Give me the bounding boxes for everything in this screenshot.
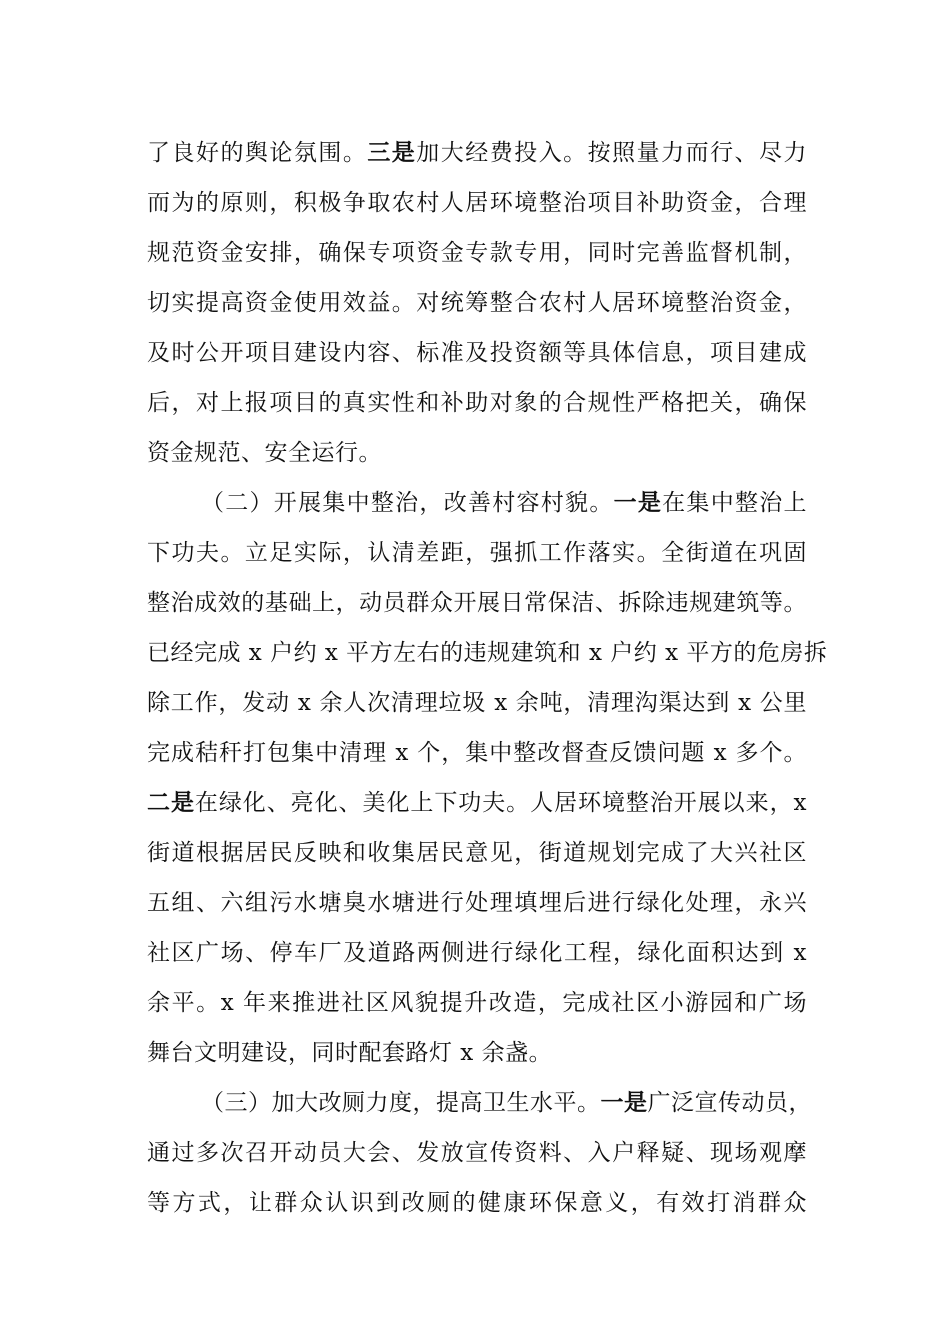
line-text: （三）加大改厕力度，提高卫生水平。: [201, 1090, 601, 1116]
document-line: [147, 878, 807, 928]
document-line: [147, 228, 807, 278]
line-text: 五组、六组污水塘臭水塘进行处理填埋后进行绿化处理，永兴: [147, 890, 807, 916]
line-text: 后，对上报项目的真实性和补助对象的合规性严格把关，确保: [147, 390, 807, 416]
document-line: [147, 1028, 807, 1078]
document-line: [147, 728, 807, 778]
document-line: [147, 978, 807, 1028]
document-line: [147, 428, 807, 478]
line-text: 余平。x 年来推进社区风貌提升改造，完成社区小游园和广场: [147, 990, 807, 1016]
line-text: 资金规范、安全运行。: [147, 440, 382, 466]
emphasis-label: 一是: [600, 1089, 648, 1116]
line-text: 已经完成 x 户约 x 平方左右的违规建筑和 x 户约 x 平方的危房拆: [147, 640, 828, 666]
document-line: [147, 378, 807, 428]
line-text: 及时公开项目建设内容、标准及投资额等具体信息，项目建成: [147, 340, 807, 366]
line-text: 广泛宣传动员，: [647, 1090, 812, 1116]
line-text: 在绿化、亮化、美化上下功夫。人居环境整治开展以来，x: [194, 790, 807, 816]
document-line: [147, 178, 807, 228]
document-line: [147, 628, 828, 678]
line-text: 切实提高资金使用效益。对统筹整合农村人居环境整治资金，: [147, 290, 807, 316]
document-line: [147, 128, 807, 178]
document-line: [147, 828, 807, 878]
document-line: [147, 478, 807, 528]
document-line: [147, 1178, 807, 1228]
document-line: [147, 1078, 812, 1128]
document-line: [147, 278, 807, 328]
line-text: 社区广场、停车厂及道路两侧进行绿化工程，绿化面积达到 x: [147, 940, 807, 966]
document-line: [147, 328, 807, 378]
emphasis-label: 二是: [147, 789, 195, 816]
document-line: [147, 928, 807, 978]
line-text: 了良好的舆论氛围。: [147, 140, 368, 166]
line-text: 等方式，让群众认识到改厕的健康环保意义，有效打消群众: [147, 1190, 807, 1216]
line-text: 规范资金安排，确保专项资金专款专用，同时完善监督机制，: [147, 240, 807, 266]
line-text: 舞台文明建设，同时配套路灯 x 余盏。: [147, 1040, 553, 1066]
line-text: 在集中整治上: [662, 490, 808, 516]
line-text: 街道根据居民反映和收集居民意见，街道规划完成了大兴社区: [147, 840, 807, 866]
document-line: [147, 578, 807, 628]
document-line: [147, 528, 807, 578]
document-body: [147, 128, 828, 1228]
document-line: [147, 778, 807, 828]
line-text: 整治成效的基础上，动员群众开展日常保洁、拆除违规建筑等。: [147, 590, 807, 616]
emphasis-label: 一是: [613, 489, 663, 516]
line-text: （二）开展集中整治，改善村容村貌。: [201, 490, 614, 516]
document-line: [147, 678, 807, 728]
line-text: 除工作，发动 x 余人次清理垃圾 x 余吨，清理沟渠达到 x 公里: [147, 690, 807, 716]
line-text: 加大经费投入。按照量力而行、尽力: [416, 140, 808, 166]
document-line: [147, 1128, 807, 1178]
line-text: 下功夫。立足实际，认清差距，强抓工作落实。全街道在巩固: [147, 540, 807, 566]
line-text: 而为的原则，积极争取农村人居环境整治项目补助资金，合理: [147, 190, 807, 216]
line-text: 通过多次召开动员大会、发放宣传资料、入户释疑、现场观摩: [147, 1140, 807, 1166]
line-text: 完成秸秆打包集中清理 x 个，集中整改督查反馈问题 x 多个。: [147, 740, 807, 766]
emphasis-label: 三是: [367, 139, 417, 166]
